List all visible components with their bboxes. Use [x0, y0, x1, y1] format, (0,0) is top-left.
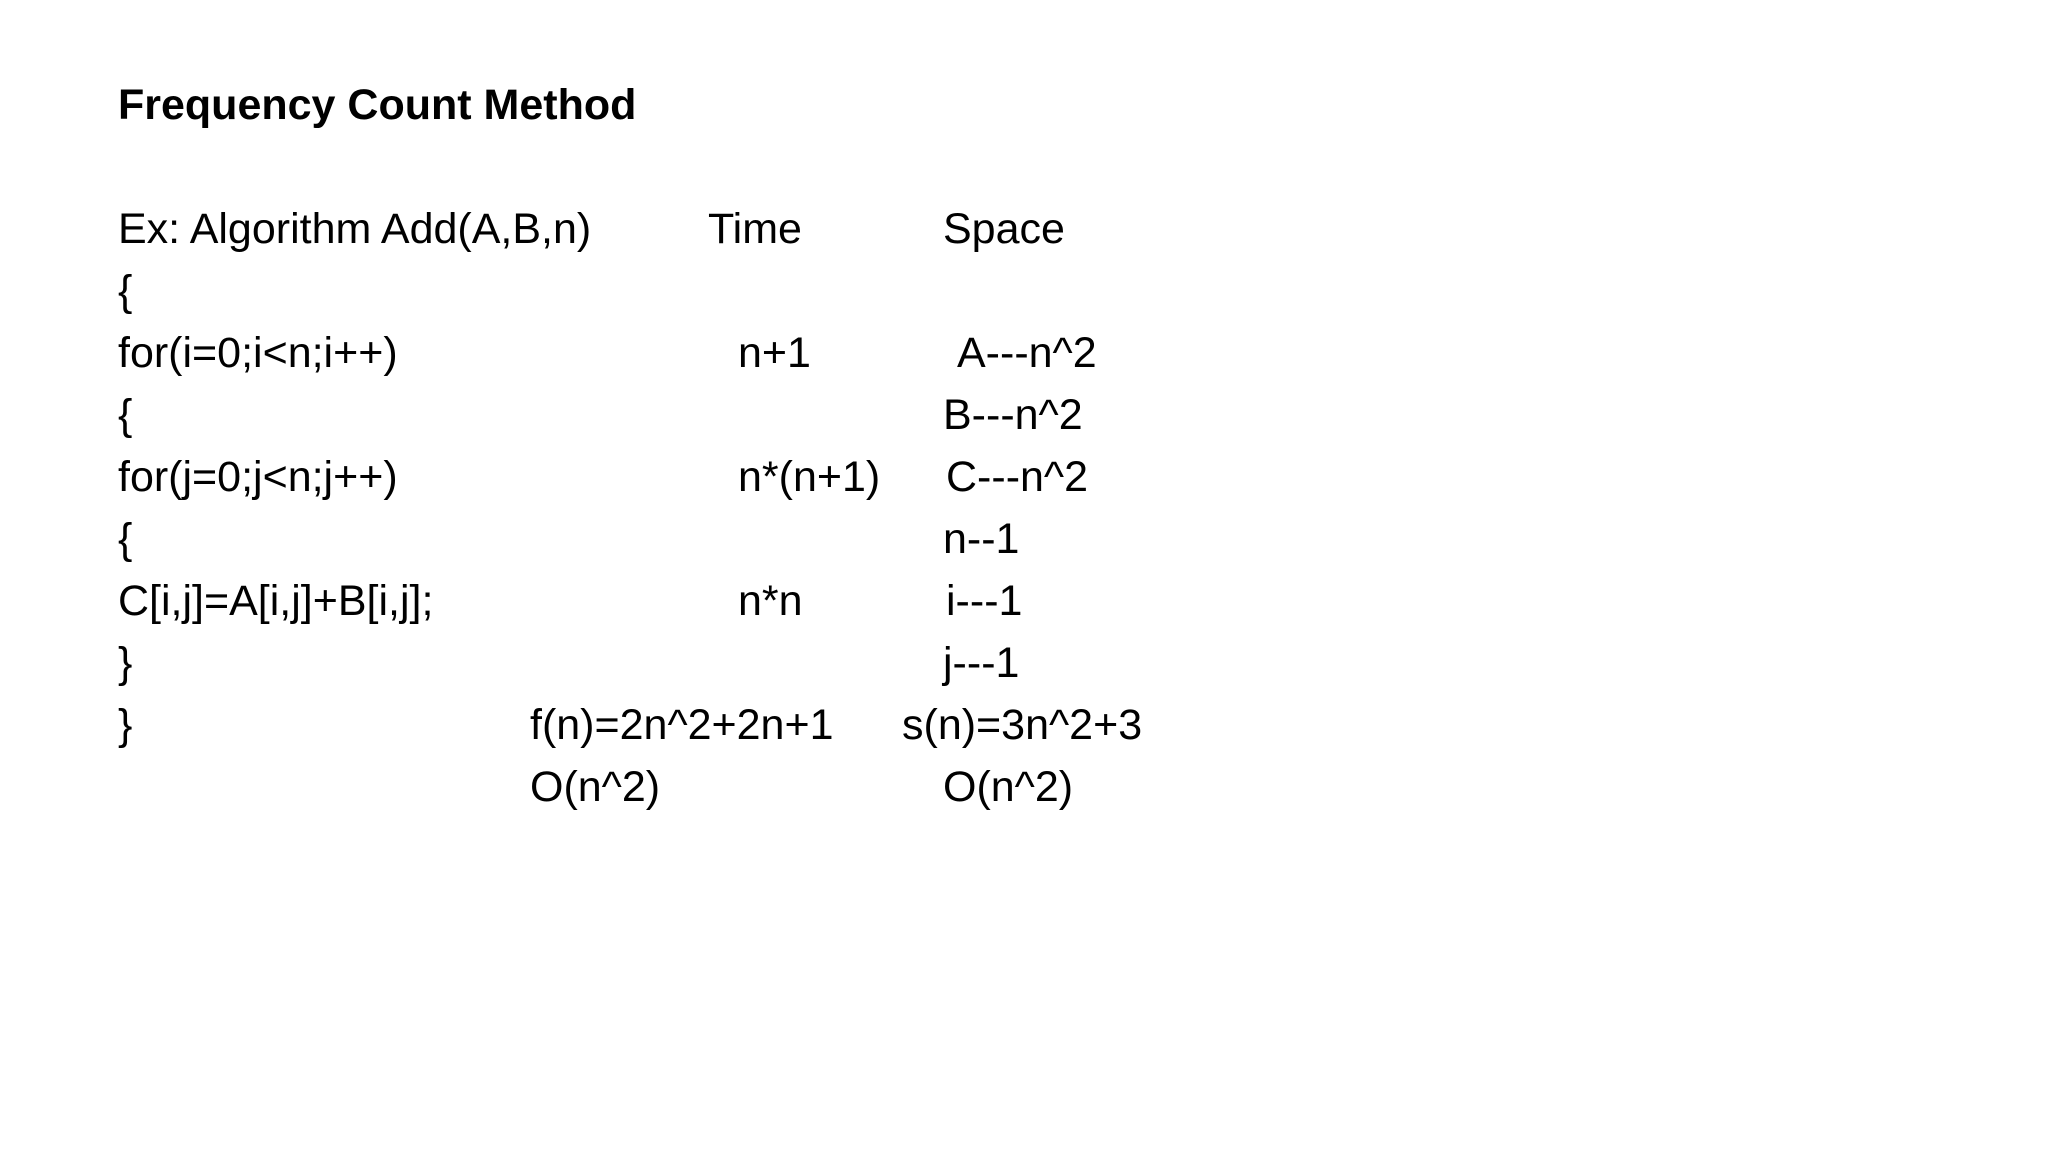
space-entry-n: n--1	[943, 515, 1020, 563]
space-entry-i: i---1	[946, 577, 1023, 625]
code-line-3: {	[118, 391, 133, 439]
space-header: Space	[943, 205, 1065, 253]
time-function: f(n)=2n^2+2n+1	[530, 701, 834, 749]
example-label: Ex: Algorithm Add(A,B,n)	[118, 205, 592, 253]
slide-title: Frequency Count Method	[118, 81, 637, 129]
code-line-6: C[i,j]=A[i,j]+B[i,j];	[118, 577, 434, 625]
time-entry-statement: n*n	[738, 577, 803, 625]
time-complexity: O(n^2)	[530, 763, 661, 811]
space-entry-j: j---1	[943, 639, 1020, 687]
space-entry-a: A---n^2	[957, 329, 1097, 377]
space-function: s(n)=3n^2+3	[902, 701, 1143, 749]
code-line-1: {	[118, 267, 133, 315]
time-entry-inner-loop: n*(n+1)	[738, 453, 881, 501]
code-line-7: }	[118, 639, 133, 687]
code-line-4: for(j=0;j<n;j++)	[118, 453, 398, 501]
time-entry-outer-loop: n+1	[738, 329, 811, 377]
code-line-2: for(i=0;i<n;i++)	[118, 329, 398, 377]
space-entry-c: C---n^2	[946, 453, 1089, 501]
space-complexity: O(n^2)	[943, 763, 1074, 811]
code-line-8: }	[118, 701, 133, 749]
time-header: Time	[708, 205, 802, 253]
code-line-5: {	[118, 515, 133, 563]
space-entry-b: B---n^2	[943, 391, 1083, 439]
